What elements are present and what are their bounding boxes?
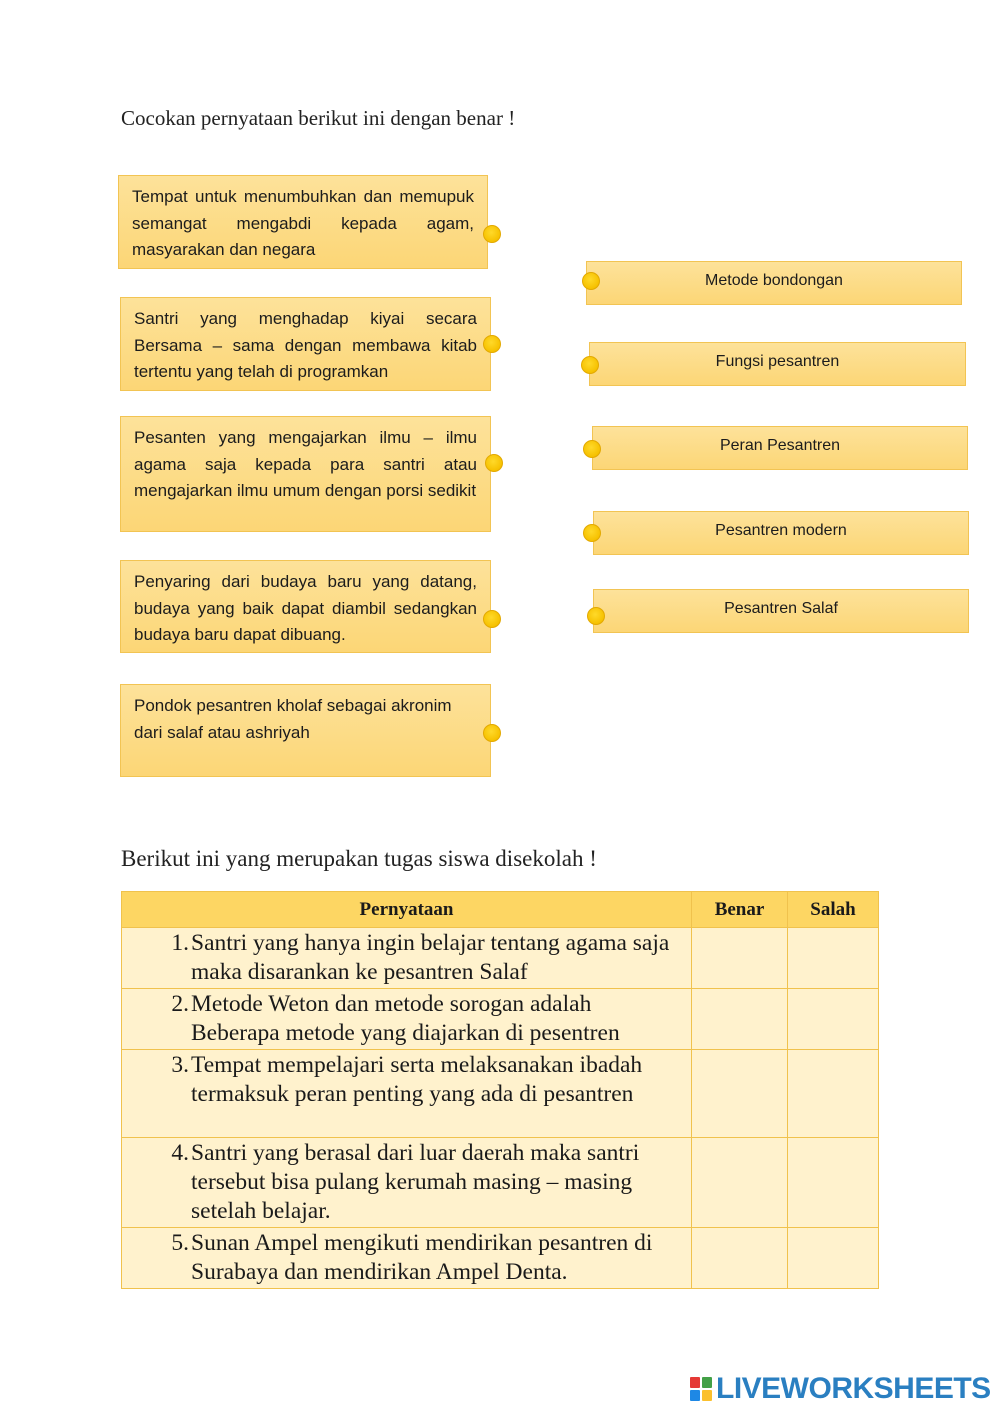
table-header-row <box>122 892 879 928</box>
right-item-2-text: Fungsi pesantren <box>715 353 840 370</box>
left-item-1 <box>118 175 488 269</box>
false-answer-cell[interactable] <box>788 989 879 1050</box>
right-item-5-connector[interactable] <box>587 607 605 625</box>
statement-number: 4. <box>171 1140 189 1166</box>
logo-mark-icon <box>690 1377 712 1401</box>
right-item-2-connector[interactable] <box>581 356 599 374</box>
table-row <box>122 928 879 989</box>
statement-cell <box>122 1050 692 1138</box>
left-item-4-text: Penyaring dari budaya baru yang datang, budaya yang baik dapat diambil sedangkan budaya baru dapat dibuang. <box>134 572 477 644</box>
right-item-1 <box>586 261 962 305</box>
right-item-3-text: Peran Pesantren <box>719 437 841 454</box>
statement-number: 2. <box>171 991 189 1017</box>
table-row <box>122 1138 879 1228</box>
right-item-4-connector[interactable] <box>583 524 601 542</box>
right-item-5-text: Pesantren Salaf <box>724 600 838 617</box>
left-item-3-text: Pesanten yang mengajarkan ilmu – ilmu agama saja kepada para santri atau mengajarkan ilmu umum dengan porsi sedikit <box>134 428 477 500</box>
right-item-4 <box>593 511 969 555</box>
left-item-5-connector[interactable] <box>483 724 501 742</box>
truefalse-instruction: Berikut ini yang merupakan tugas siswa disekolah ! <box>121 846 597 871</box>
table-row <box>122 989 879 1050</box>
statement-cell <box>122 928 692 989</box>
statement-text: Metode Weton dan metode sorogan adalah Beberapa metode yang diajarkan di pesentren <box>191 991 620 1046</box>
right-item-4-text: Pesantren modern <box>715 522 847 539</box>
left-item-1-text: Tempat untuk menumbuhkan dan memupuk semangat mengabdi kepada agam, masyarakan dan negara <box>132 187 474 259</box>
false-answer-cell[interactable] <box>788 1228 879 1289</box>
true-answer-cell[interactable] <box>692 989 788 1050</box>
left-item-1-connector[interactable] <box>483 225 501 243</box>
brand-name: LIVEWORKSHEETS <box>716 1372 991 1405</box>
false-answer-cell[interactable] <box>788 928 879 989</box>
right-item-1-connector[interactable] <box>582 272 600 290</box>
right-item-2 <box>589 342 966 386</box>
true-answer-cell[interactable] <box>692 1050 788 1138</box>
statement-cell <box>122 1138 692 1228</box>
false-answer-cell[interactable] <box>788 1050 879 1138</box>
false-answer-cell[interactable] <box>788 1138 879 1228</box>
statement-number: 5. <box>171 1230 189 1256</box>
left-item-5 <box>120 684 491 777</box>
statement-text: Tempat mempelajari serta melaksanakan ibadah termaksuk peran penting yang ada di pesantren <box>191 1052 643 1107</box>
statement-text: Santri yang hanya ingin belajar tentang agama saja maka disarankan ke pesantren Salaf <box>191 930 670 985</box>
true-answer-cell[interactable] <box>692 1228 788 1289</box>
statement-number: 1. <box>171 930 189 956</box>
left-item-4-connector[interactable] <box>483 610 501 628</box>
left-item-2 <box>120 297 491 391</box>
header-statement: Pernyataan <box>122 892 692 928</box>
liveworksheets-logo <box>690 1372 991 1406</box>
true-answer-cell[interactable] <box>692 1138 788 1228</box>
left-item-2-connector[interactable] <box>483 335 501 353</box>
right-item-1-text: Metode bondongan <box>705 272 843 289</box>
header-true: Benar <box>692 892 788 928</box>
true-answer-cell[interactable] <box>692 928 788 989</box>
statement-cell <box>122 1228 692 1289</box>
table-row <box>122 1228 879 1289</box>
left-item-2-text: Santri yang menghadap kiyai secara Bersama – sama dengan membawa kitab tertentu yang telah di programkan <box>134 309 477 381</box>
statement-cell <box>122 989 692 1050</box>
right-item-3 <box>592 426 968 470</box>
table-row <box>122 1050 879 1138</box>
left-item-5-text: Pondok pesantren kholaf sebagai akronim dari salaf atau ashriyah <box>134 696 452 742</box>
matching-instruction: Cocokan pernyataan berikut ini dengan benar ! <box>121 106 516 130</box>
right-item-5 <box>593 589 969 633</box>
statement-number: 3. <box>171 1052 189 1078</box>
statement-text: Sunan Ampel mengikuti mendirikan pesantren di Surabaya dan mendirikan Ampel Denta. <box>191 1230 653 1285</box>
right-item-3-connector[interactable] <box>583 440 601 458</box>
left-item-3-connector[interactable] <box>485 454 503 472</box>
left-item-3 <box>120 416 491 532</box>
statement-text: Santri yang berasal dari luar daerah maka santri tersebut bisa pulang kerumah masing – masing setelah belajar. <box>191 1140 640 1224</box>
truefalse-table <box>121 891 879 1289</box>
header-false: Salah <box>788 892 879 928</box>
left-item-4 <box>120 560 491 653</box>
